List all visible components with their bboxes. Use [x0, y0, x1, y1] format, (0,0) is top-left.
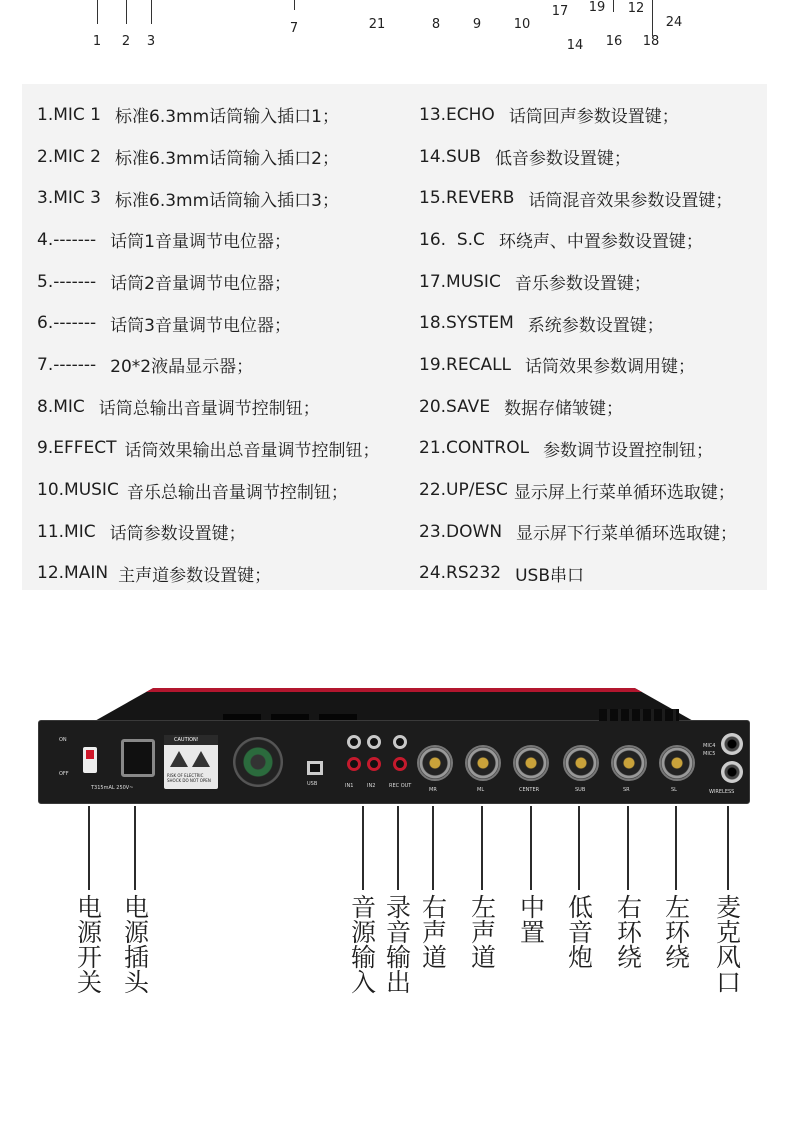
- xlr-connector: [611, 745, 647, 781]
- xlr-connector: [563, 745, 599, 781]
- legend-item: [419, 177, 737, 219]
- caution-label: [164, 735, 218, 789]
- label-record-output: 录音输出: [382, 894, 412, 994]
- fuse-tag: T315mAL 250V~: [91, 785, 134, 791]
- rca-jack: [393, 735, 407, 749]
- legend-code: 16. S.C: [419, 229, 485, 250]
- callout-number: 9: [472, 17, 482, 32]
- warning-triangle-icon: [192, 751, 210, 767]
- legend-item: [419, 94, 737, 136]
- legend-desc: 音乐参数设置键；: [514, 274, 651, 295]
- power-socket: [121, 739, 155, 777]
- callout-number: 19: [588, 0, 606, 15]
- legend-desc: 参数调节设置控制钮；: [543, 440, 714, 461]
- caution-text: RISK OF ELECTRIC SHOCK DO NOT OPEN: [167, 773, 211, 783]
- callout-number: 16: [605, 34, 623, 49]
- callout-number: 10: [513, 17, 531, 32]
- legend-code: 19.RECALL: [419, 354, 512, 375]
- legend-item: [37, 428, 380, 470]
- legend-code: 14.SUB: [419, 146, 481, 167]
- callout-line: [530, 806, 532, 890]
- callout-line: [97, 0, 98, 24]
- legend-code: 7.-------: [37, 354, 97, 375]
- xlr-connector: [465, 745, 501, 781]
- device-rear-face: [38, 720, 750, 804]
- wireless-tag: WIRELESS: [709, 789, 735, 795]
- legend-code: 10.MUSIC: [37, 480, 119, 501]
- usb-tag: USB: [307, 781, 318, 787]
- caution-title: CAUTION!: [174, 737, 199, 743]
- label-subwoofer: 低音炮: [564, 894, 594, 969]
- xlr-connector: [417, 745, 453, 781]
- legend-item: [37, 553, 380, 595]
- callout-number: 12: [627, 1, 645, 16]
- callout-line: [675, 806, 677, 890]
- legend-code: 4.-------: [37, 229, 97, 250]
- rca-jack: [347, 735, 361, 749]
- legend-desc: 音乐总输出音量调节控制钮；: [126, 482, 348, 503]
- label-power-switch: 电源开关: [73, 894, 103, 994]
- legend-code: 13.ECHO: [419, 104, 495, 125]
- legend-desc: 数据存储皱键；: [504, 399, 624, 420]
- legend-item: [419, 428, 737, 470]
- legend-code: 17.MUSIC: [419, 271, 501, 292]
- callout-line: [88, 806, 90, 890]
- label-left-surround: 左环绕: [661, 894, 691, 969]
- rca-jack: [367, 735, 381, 749]
- legend-code: 23.DOWN: [419, 521, 503, 542]
- legend-code: 3.MIC 3: [37, 188, 101, 209]
- callout-number: 8: [431, 17, 441, 32]
- legend-desc: 话筒效果输出总音量调节控制钮；: [124, 440, 380, 461]
- legend-desc: 主声道参数设置键；: [118, 565, 272, 586]
- sr-tag: SR: [623, 787, 630, 793]
- off-tag: OFF: [59, 771, 69, 777]
- label-left-channel: 左声道: [467, 894, 497, 969]
- usb-port: [307, 761, 323, 775]
- label-mic-port: 麦克风口: [712, 894, 742, 994]
- in2-tag: IN2: [367, 783, 376, 789]
- callout-line: [481, 806, 483, 890]
- callout-number: 3: [146, 34, 156, 49]
- legend-desc: 话筒1音量调节电位器；: [110, 232, 291, 253]
- legend-code: 21.CONTROL: [419, 438, 530, 459]
- legend-desc: 环绕声、中置参数设置键；: [498, 232, 703, 253]
- on-tag: ON: [59, 737, 67, 743]
- label-audio-input: 音源输入: [347, 894, 377, 994]
- rca-jack: [393, 757, 407, 771]
- legend-code: 9.EFFECT: [37, 438, 117, 459]
- legend-desc: 标准6.3mm话筒输入插口3；: [115, 190, 339, 211]
- warning-triangle-icon: [170, 751, 188, 767]
- legend-column-left: [37, 94, 380, 594]
- legend-item: [37, 469, 380, 511]
- legend-desc: 标准6.3mm话筒输入插口2；: [115, 149, 339, 170]
- legend-item: [37, 386, 380, 428]
- legend-desc: 显示屏上行菜单循环选取键；: [513, 482, 735, 503]
- legend-item: [37, 177, 380, 219]
- legend-desc: 话筒2音量调节电位器；: [110, 274, 291, 295]
- legend-item: [37, 344, 380, 386]
- in1-tag: IN1: [345, 783, 354, 789]
- legend-code: 18.SYSTEM: [419, 313, 514, 334]
- legend-desc: 话筒回声参数设置键；: [508, 107, 679, 128]
- legend-desc: 20*2液晶显示器；: [110, 357, 254, 378]
- legend-column-right: [419, 94, 737, 594]
- callout-line: [432, 806, 434, 890]
- callout-number: 14: [566, 38, 584, 53]
- xlr-connector: [659, 745, 695, 781]
- legend-code: 8.MIC: [37, 396, 85, 417]
- mic-jack: [721, 761, 743, 783]
- device-rear-panel-photo: [38, 688, 750, 804]
- legend-item: [37, 261, 380, 303]
- legend-item: [419, 553, 737, 595]
- legend-code: 12.MAIN: [37, 563, 109, 584]
- legend-code: 5.-------: [37, 271, 97, 292]
- legend-item: [419, 136, 737, 178]
- callout-line: [613, 0, 614, 12]
- legend-item: [37, 511, 380, 553]
- label-center: 中置: [516, 894, 546, 944]
- callout-line: [652, 0, 653, 36]
- legend-desc: 低音参数设置键；: [494, 149, 631, 170]
- callout-number: 17: [551, 4, 569, 19]
- legend-item: [419, 344, 737, 386]
- legend-desc: USB串口: [515, 565, 584, 586]
- sub-tag: SUB: [575, 787, 586, 793]
- ml-tag: ML: [477, 787, 485, 793]
- legend-code: 6.-------: [37, 313, 97, 334]
- label-right-channel: 右声道: [418, 894, 448, 969]
- cooling-fan: [233, 737, 283, 787]
- rca-jack: [347, 757, 361, 771]
- callout-number: 2: [121, 34, 131, 49]
- legend-item: [37, 219, 380, 261]
- mic-jack: [721, 733, 743, 755]
- legend-item: [419, 261, 737, 303]
- callout-number: 1: [92, 34, 102, 49]
- legend-code: 11.MIC: [37, 521, 96, 542]
- legend-desc: 显示屏下行菜单循环选取键；: [516, 524, 738, 545]
- callout-line: [294, 0, 295, 10]
- callout-line: [727, 806, 729, 890]
- rec-out-tag: REC OUT: [389, 783, 412, 789]
- legend-item: [37, 302, 380, 344]
- callout-line: [151, 0, 152, 24]
- legend-item: [37, 94, 380, 136]
- legend-code: 2.MIC 2: [37, 146, 101, 167]
- callout-line: [126, 0, 127, 24]
- center-tag: CENTER: [519, 787, 540, 793]
- sl-tag: SL: [671, 787, 677, 793]
- vent-hatch: [599, 709, 679, 721]
- legend-desc: 话筒效果参数调用键；: [525, 357, 696, 378]
- callout-number: 18: [642, 34, 660, 49]
- legend-code: 1.MIC 1: [37, 104, 101, 125]
- legend-code: 22.UP/ESC: [419, 480, 508, 501]
- legend-desc: 话筒3音量调节电位器；: [110, 315, 291, 336]
- legend-item: [37, 136, 380, 178]
- callout-line: [362, 806, 364, 890]
- legend-desc: 话筒混音效果参数设置键；: [528, 190, 733, 211]
- rca-jack: [367, 757, 381, 771]
- legend-code: 15.REVERB: [419, 188, 515, 209]
- callout-number: 21: [368, 17, 386, 32]
- legend-item: [419, 386, 737, 428]
- legend-code: 20.SAVE: [419, 396, 491, 417]
- power-switch: [83, 747, 97, 773]
- callout-line: [397, 806, 399, 890]
- top-callouts: [0, 0, 790, 62]
- legend-desc: 话筒总输出音量调节控制钮；: [98, 399, 320, 420]
- callout-line: [627, 806, 629, 890]
- legend-item: [419, 302, 737, 344]
- callout-line: [134, 806, 136, 890]
- callout-line: [578, 806, 580, 890]
- callout-number: 24: [665, 15, 683, 30]
- callout-number: 7: [289, 21, 299, 36]
- mic4-tag: MIC4: [703, 743, 716, 749]
- label-right-surround: 右环绕: [613, 894, 643, 969]
- mr-tag: MR: [429, 787, 437, 793]
- legend-item: [419, 219, 737, 261]
- xlr-connector: [513, 745, 549, 781]
- legend-item: [419, 469, 737, 511]
- legend-panel: [22, 84, 767, 590]
- mic5-tag: MIC5: [703, 751, 716, 757]
- legend-desc: 标准6.3mm话筒输入插口1；: [115, 107, 339, 128]
- legend-item: [419, 511, 737, 553]
- legend-desc: 话筒参数设置键；: [109, 524, 246, 545]
- legend-desc: 系统参数设置键；: [527, 315, 664, 336]
- legend-code: 24.RS232: [419, 563, 502, 584]
- label-power-plug: 电源插头: [120, 894, 150, 994]
